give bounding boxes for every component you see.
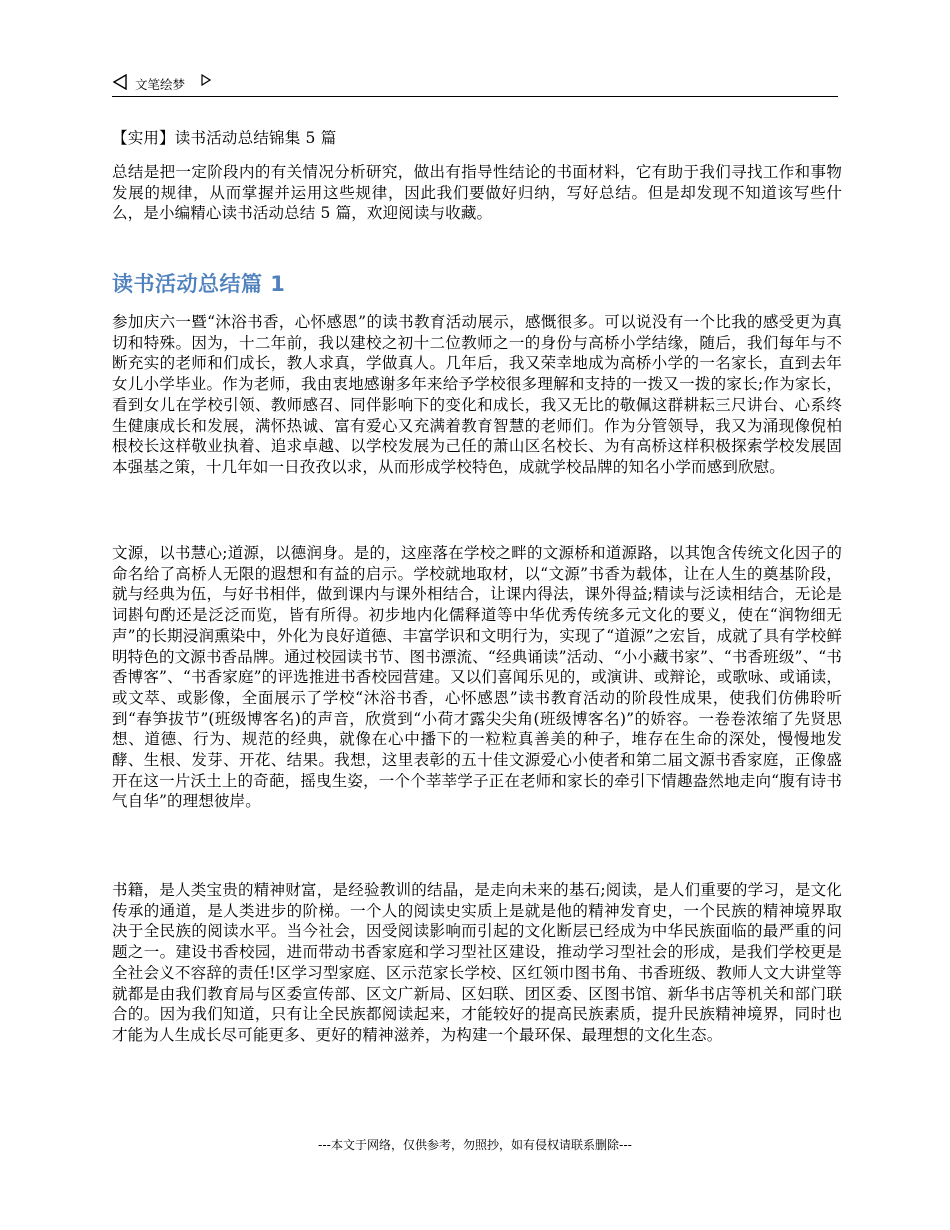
body-paragraph: 参加庆六一暨“沐浴书香，心怀感恩”的读书教育活动展示，感慨很多。可以说没有一个比我的感受更为真切和特殊。因为，十二年前，我以建校之初十二位教师之一的身份与高桥小学结缘，随后，我们每年与不断充实的老师和们成长，教人求真，学做真人。几年后，我又荣幸地成为高桥小学的一名家长，直到去年女儿小学毕业。作为老师，我由衷地感谢多年来给予学校很多理解和支持的一拨又一拨的家长;作为家长，看到女儿在学校引领、教师感召、同伴影响下的变化和成长，我又无比的敬佩这群耕耘三尺讲台、心系终生健康成长和发展，满怀热诚、富有爱心又充满着教育智慧的老师们。作为分管领导，我又为涌现像倪柏根校长这样敬业执着、追求卓越、以学校发展为己任的萧山区名校长、为有高桥这样积极探索学校发展固本强基之策，十几年如一日孜孜以求，从而形成学校特色，成就学校品牌的知名小学而感到欣慰。 [112,313,842,476]
footer-disclaimer: ---本文于网络，仅供参考，勿照抄，如有侵权请联系删除--- [318,1138,632,1152]
document-title: 【实用】读书活动总结锦集 5 篇 [112,129,337,147]
header-brand: 文笔绘梦 [135,77,186,92]
body-paragraph: 文源，以书慧心;道源，以德润身。是的，这座落在学校之畔的文源桥和道源路，以其饱含传统文化因子的命名给了高桥人无限的遐想和有益的启示。学校就地取材，以“文源”书香为载体，让在人生的奠基阶段，就与经典为伍，与好书相伴，做到课内与课外相结合，让课内得法，课外得益;精读与泛读相结合，无论是词斟句酌还是泛泛而览，皆有所得。初步地内化儒释道等中华优秀传统多元文化的要义，使在“润物细无声”的长期浸润熏染中，外化为良好道德、丰富学识和文明行为，实现了“道源”之宏旨，成就了具有学校鲜明特色的文源书香品牌。通过校园读书节、图书漂流、“经典诵读”活动、“小小藏书家”、“书香班级”、“书香博客”、“书香家庭”的评选推进书香校园营建。又以们喜闻乐见的，或演讲、或辩论，或歌咏、或诵读，或文萃、或影像，全面展示了学校“沐浴书香，心怀感恩”读书教育活动的阶段性成果，使我们仿佛聆听到“春笋拔节”(班级博客名)的声音，欣赏到“小荷才露尖尖角(班级博客名)”的娇容。一卷卷浓缩了先贤思想、道德、行为、规范的经典，就像在心中播下的一粒粒真善美的种子，堆存在生命的深处，慢慢地发酵、生根、发芽、开花、结果。我想，这里表彰的五十佳文源爱心小使者和第二届文源书香家庭，正像盛开在这一片沃土上的奇葩，摇曳生姿，一个个莘莘学子正在老师和家长的牵引下情趣盎然地走向“腹有诗书气自华”的理想彼岸。 [112,544,842,811]
triangle-right-icon [201,74,211,86]
triangle-left-icon [112,74,128,90]
page-header [112,72,838,97]
body-paragraph: 书籍，是人类宝贵的精神财富，是经验教训的结晶，是走向未来的基石;阅读，是人们重要的学习，是文化传承的通道，是人类进步的阶梯。一个人的阅读史实质上是就是他的精神发育史，一个民族的精神境界取决于全民族的阅读水平。当今社会，因受阅读影响而引起的文化断层已经成为中华民族面临的最严重的问题之一。建设书香校园，进而带动书香家庭和学习型社区建设，推动学习型社会的形成，是我们学校更是全社会义不容辞的责任!区学习型家庭、区示范家长学校、区红领巾图书角、书香班级、教师人文大讲堂等就都是由我们教育局与区委宣传部、区文广新局、区妇联、团区委、区图书馆、新华书店等机关和部门联合的。因为我们知道，只有让全民族都阅读起来，才能较好的提高民族素质，提升民族精神境界，同时也才能为人生成长尽可能更多、更好的精神滋养，为构建一个最环保、最理想的文化生态。 [112,881,842,1044]
section-heading: 读书活动总结篇 1 [112,272,286,296]
intro-paragraph: 总结是把一定阶段内的有关情况分析研究，做出有指导性结论的书面材料，它有助于我们寻找工作和事物发展的规律，从而掌握并运用这些规律，因此我们要做好归纳，写好总结。但是却发现不知道该写些什么，是小编精心读书活动总结 5 篇，欢迎阅读与收藏。 [112,163,842,223]
